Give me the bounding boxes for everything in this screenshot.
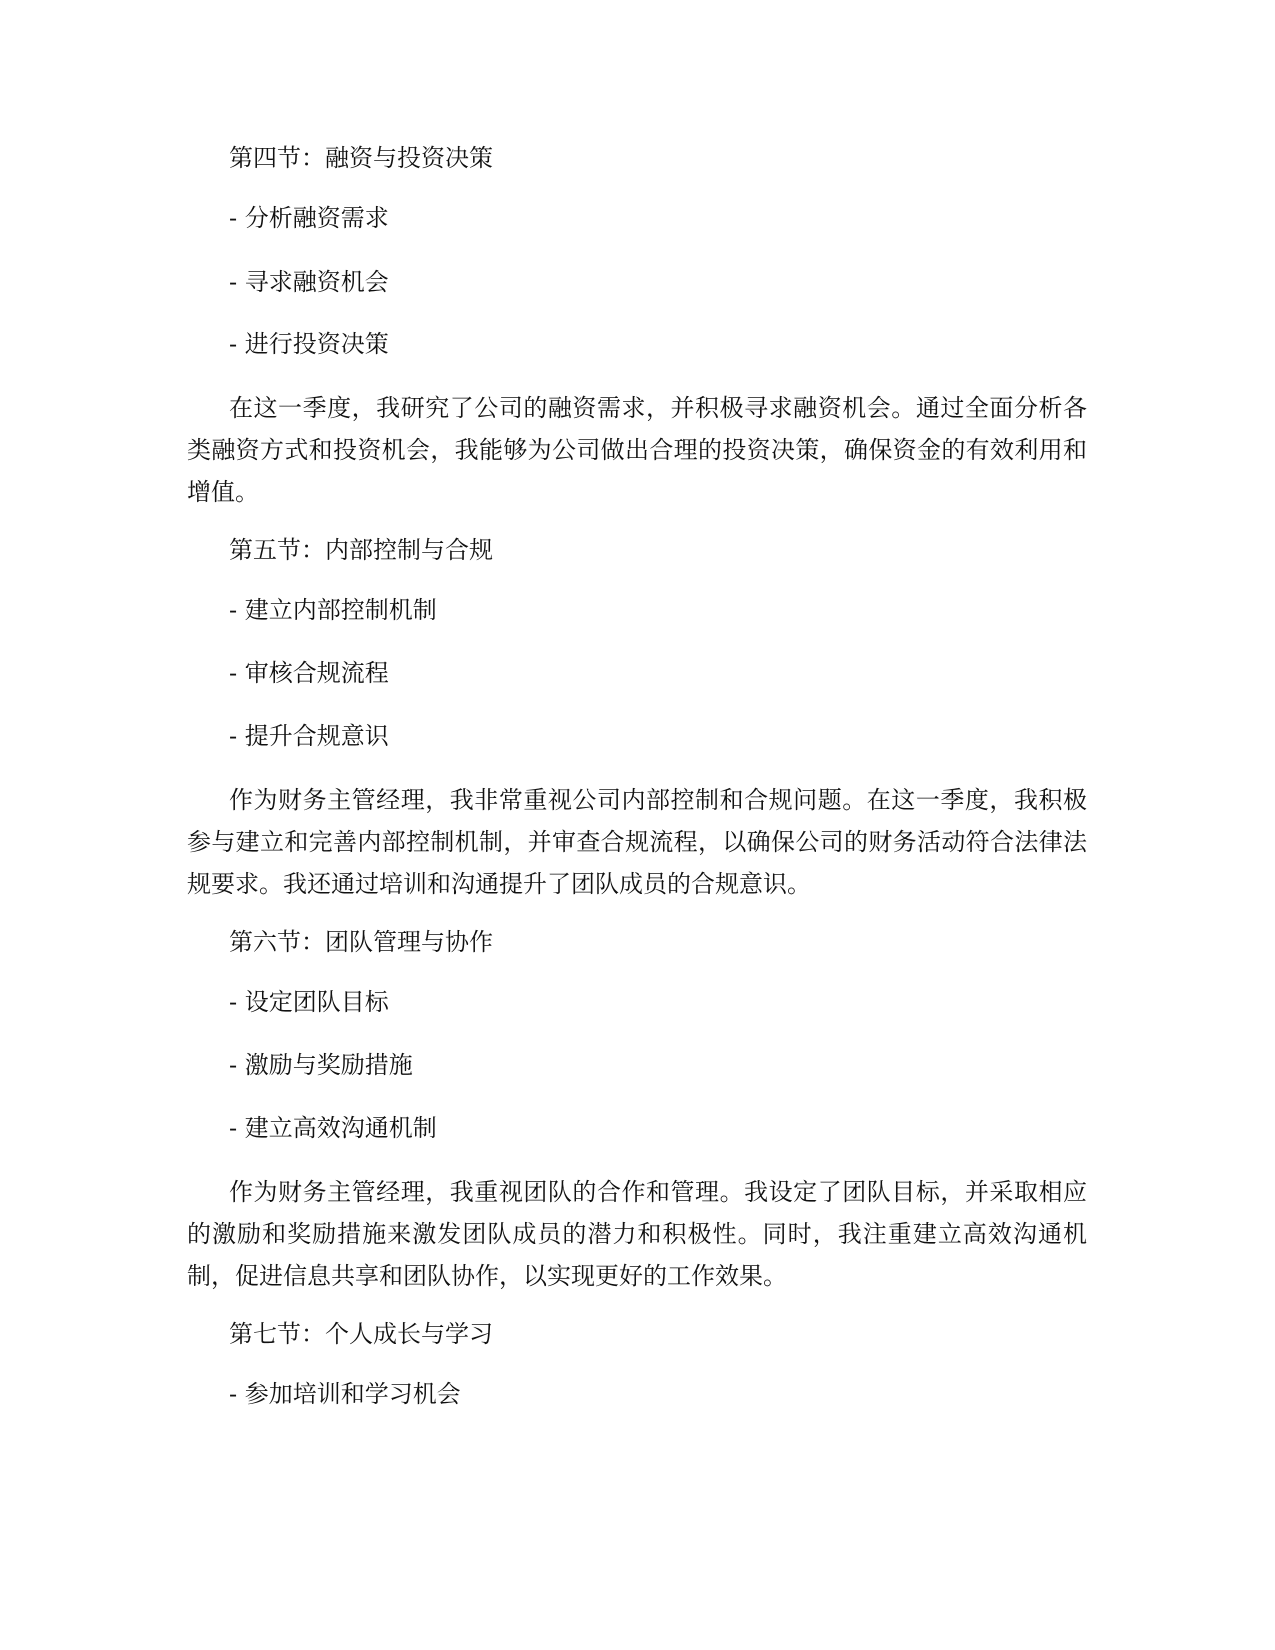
section-paragraph: 在这一季度，我研究了公司的融资需求，并积极寻求融资机会。通过全面分析各类融资方式和投资机会，我能够为公司做出合理的投资决策，确保资金的有效利用和增值。 [187,394,1087,506]
list-item: - 激励与奖励措施 [229,1051,413,1079]
list-item: - 建立高效沟通机制 [229,1114,437,1142]
section-heading: 第四节：融资与投资决策 [229,144,493,172]
section-heading: 第七节：个人成长与学习 [229,1320,493,1348]
list-item: - 分析融资需求 [229,204,389,232]
section-paragraph: 作为财务主管经理，我重视团队的合作和管理。我设定了团队目标，并采取相应的激励和奖励措施来激发团队成员的潜力和积极性。同时，我注重建立高效沟通机制，促进信息共享和团队协作，以实现更好的工作效果。 [187,1178,1087,1290]
list-item: - 设定团队目标 [229,988,389,1016]
list-item: - 进行投资决策 [229,330,389,358]
list-item: - 参加培训和学习机会 [229,1380,461,1408]
section-heading: 第五节：内部控制与合规 [229,536,493,564]
list-item: - 寻求融资机会 [229,268,389,296]
list-item: - 建立内部控制机制 [229,596,437,624]
section-heading: 第六节：团队管理与协作 [229,928,493,956]
section-paragraph: 作为财务主管经理，我非常重视公司内部控制和合规问题。在这一季度，我积极参与建立和完善内部控制机制，并审查合规流程，以确保公司的财务活动符合法律法规要求。我还通过培训和沟通提升了团队成员的合规意识。 [187,786,1087,898]
list-item: - 提升合规意识 [229,722,389,750]
list-item: - 审核合规流程 [229,659,389,687]
